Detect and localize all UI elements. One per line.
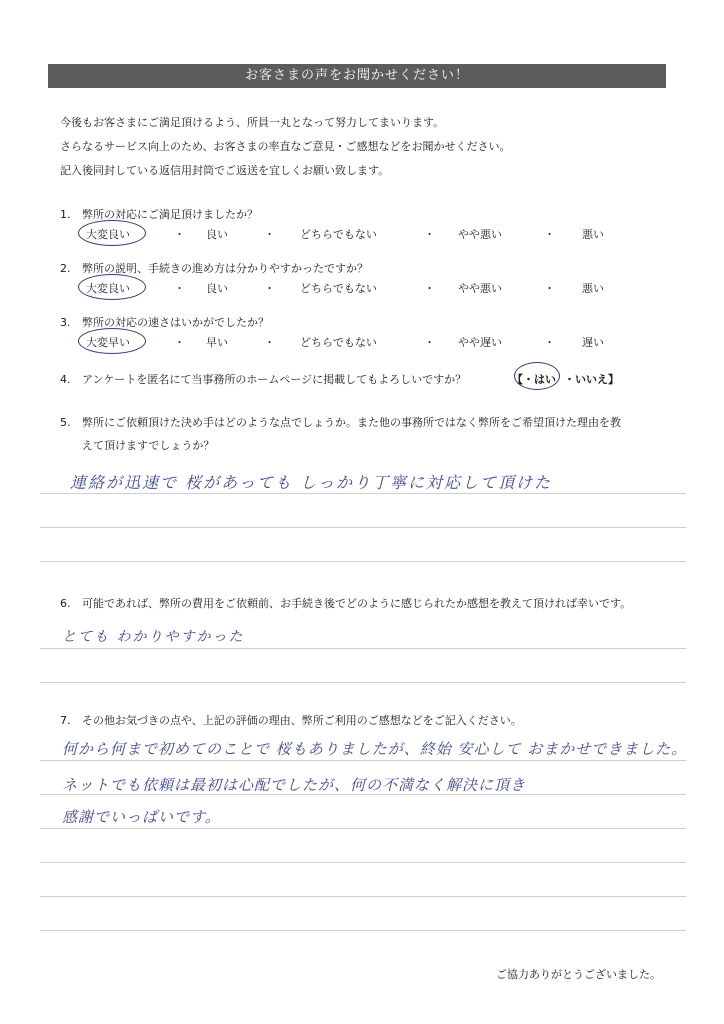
- q2-option-3[interactable]: どちらでもない: [300, 282, 377, 295]
- answer-line: [40, 760, 686, 761]
- q4-answer-no[interactable]: ・いいえ】: [564, 373, 619, 386]
- question-3: [60, 316, 269, 330]
- question-5-text-line-1: 弊所にご依頼頂けた決め手はどのような点でしょうか。また他の事務所ではなく弊所をご希望頂けた理由を教: [82, 416, 621, 429]
- q3-option-4[interactable]: やや遅い: [458, 336, 502, 349]
- answer-line: [40, 493, 686, 494]
- question-7-number: 7.: [60, 714, 71, 727]
- question-7: [60, 714, 522, 728]
- question-2-options: [84, 280, 624, 296]
- q1-option-4[interactable]: やや悪い: [458, 228, 502, 241]
- q1-option-3[interactable]: どちらでもない: [300, 228, 377, 241]
- question-3-number: 3.: [60, 316, 71, 329]
- answer-line: [40, 828, 686, 829]
- survey-header: お客さまの声をお聞かせください！: [48, 64, 666, 88]
- q4-answer-yes[interactable]: 【・はい: [512, 373, 556, 386]
- question-6-text: 可能であれば、弊所の費用をご依頼前、お手続き後でどのように感じられたか感想を教えて頂ければ幸いです。: [82, 597, 632, 610]
- q2-option-1[interactable]: 大変良い: [86, 282, 130, 295]
- q2-separator: ・: [174, 282, 185, 295]
- q3-option-1[interactable]: 大変早い: [86, 336, 130, 349]
- question-1-options: [84, 226, 624, 242]
- intro-line-2: さらなるサービス向上のため、お客さまの率直なご意見・ご感想などをお聞かせください。: [60, 140, 511, 153]
- question-1-number: 1.: [60, 208, 71, 221]
- question-2-text: 弊所の説明、手続きの進め方は分かりやすかったですか？: [82, 262, 368, 275]
- q1-selection-circle: [78, 220, 146, 246]
- q2-option-5[interactable]: 悪い: [582, 282, 604, 295]
- q3-option-5[interactable]: 遅い: [582, 336, 604, 349]
- q5-handwritten-answer: 連絡が迅速で 桜があっても しっかり丁寧に対応して頂けた: [70, 473, 553, 492]
- q1-separator: ・: [174, 228, 185, 241]
- q2-selection-circle: [78, 274, 146, 300]
- intro-line-1: 今後もお客さまにご満足頂けるよう、所員一丸となって努力してまいります。: [60, 116, 445, 129]
- q1-option-2[interactable]: 良い: [206, 228, 228, 241]
- question-4: [60, 371, 466, 387]
- q2-separator: ・: [544, 282, 555, 295]
- question-6: [60, 597, 631, 611]
- q3-selection-circle: [78, 328, 146, 354]
- question-3-text: 弊所の対応の速さはいかがでしたか？: [82, 316, 269, 329]
- answer-line: [40, 682, 686, 683]
- q2-separator: ・: [264, 282, 275, 295]
- answer-line: [40, 896, 686, 897]
- q1-separator: ・: [424, 228, 435, 241]
- q3-separator: ・: [544, 336, 555, 349]
- question-7-text: その他お気づきの点や、上記の評価の理由、弊所ご利用のご感想などをご記入ください。: [82, 714, 522, 727]
- question-1-text: 弊所の対応にご満足頂けましたか？: [82, 208, 258, 221]
- question-4-number: 4.: [60, 373, 71, 386]
- footer-thanks: ご協力ありがとうございました。: [496, 968, 661, 981]
- q2-option-4[interactable]: やや悪い: [458, 282, 502, 295]
- question-2-number: 2.: [60, 262, 71, 275]
- q1-option-5[interactable]: 悪い: [582, 228, 604, 241]
- q3-separator: ・: [424, 336, 435, 349]
- q3-option-2[interactable]: 早い: [206, 336, 228, 349]
- answer-line: [40, 648, 686, 649]
- q2-option-2[interactable]: 良い: [206, 282, 228, 295]
- intro-line-3: 記入後同封している返信用封筒でご返送を宜しくお願い致します。: [60, 164, 390, 177]
- question-5-text-line-2: えて頂けますでしょうか？: [82, 439, 215, 452]
- answer-line: [40, 561, 686, 562]
- q3-option-3[interactable]: どちらでもない: [300, 336, 377, 349]
- answer-line: [40, 794, 686, 795]
- question-4-text: アンケートを匿名にて当事務所のホームページに掲載してもよろしいですか？: [82, 373, 467, 386]
- answer-line: [40, 862, 686, 863]
- question-5: [60, 416, 621, 430]
- q6-handwritten-answer: とても わかりやすかった: [62, 629, 245, 645]
- question-5-number: 5.: [60, 416, 71, 429]
- q3-separator: ・: [264, 336, 275, 349]
- question-1: [60, 208, 258, 222]
- answer-line: [40, 930, 686, 931]
- q7-handwritten-answer-line-3: 感謝でいっぱいです。: [62, 808, 221, 826]
- q3-separator: ・: [174, 336, 185, 349]
- q1-option-1[interactable]: 大変良い: [86, 228, 130, 241]
- q2-separator: ・: [424, 282, 435, 295]
- q7-handwritten-answer-line-1: 何から何まで初めてのことで 桜もありましたが、終始 安心して おまかせできました。: [62, 740, 688, 758]
- q1-separator: ・: [544, 228, 555, 241]
- answer-line: [40, 527, 686, 528]
- q4-selection-circle: [514, 362, 560, 390]
- q7-handwritten-answer-line-2: ネットでも依頼は最初は心配でしたが、何の不満なく解決に頂き: [62, 776, 527, 794]
- question-3-options: [84, 334, 624, 350]
- q1-separator: ・: [264, 228, 275, 241]
- question-6-number: 6.: [60, 597, 71, 610]
